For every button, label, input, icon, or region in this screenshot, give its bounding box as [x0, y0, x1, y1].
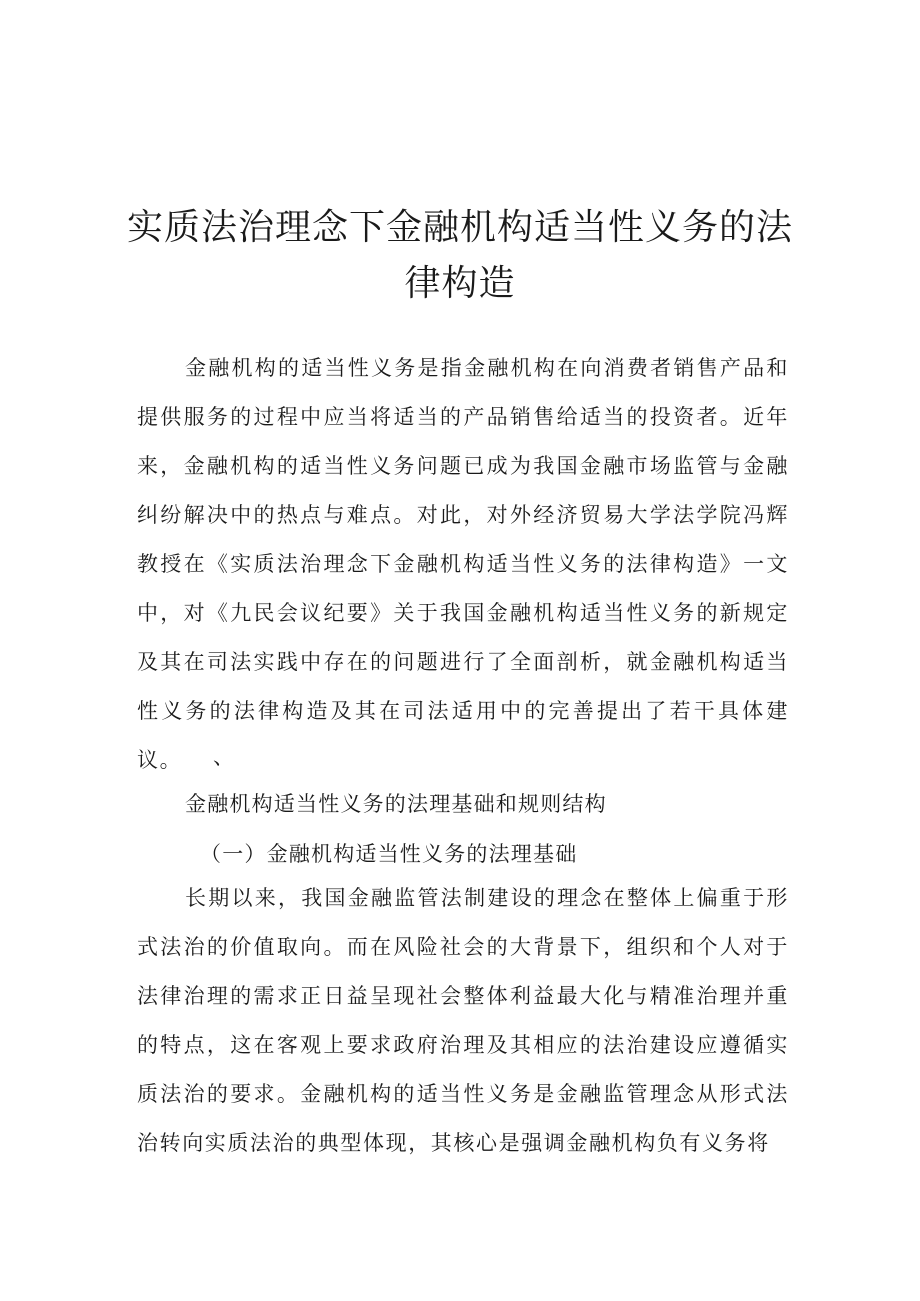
section-number-mark: 、 [213, 745, 234, 769]
title-line-2: 律构造 [404, 263, 516, 304]
subsection-heading: （一）金融机构适当性义务的法理基础 [200, 842, 578, 866]
document-title [100, 200, 820, 312]
title-line-1: 实质法治理念下金融机构适当性义务的法 [126, 207, 793, 248]
section-heading: 金融机构适当性义务的法理基础和规则结构 [185, 792, 607, 816]
intro-paragraph: 金融机构的适当性义务是指金融机构在向消费者销售产品和提供服务的过程中应当将适当的产品销售给适当的投资者。近年来，金融机构的适当性义务问题已成为我国金融市场监管与金融纠纷解决中的热点与难点。对此，对外经济贸易大学法学院冯辉教授在《实质法治理念下金融机构适当性义务的法律构造》一文中，对《九民会议纪要》关于我国金融机构适当性义务的新规定及其在司法实践中存在的问题进行了全面剖析，就金融机构适当性义务的法律构造及其在司法适用中的完善提出了若干具体建议。 [137, 356, 789, 772]
body-paragraph: 长期以来，我国金融监管法制建设的理念在整体上偏重于形式法治的价值取向。而在风险社会的大背景下，组织和个人对于法律治理的需求正日益呈现社会整体利益最大化与精准治理并重的特点，这在客观上要求政府治理及其相应的法治建设应遵循实质法治的要求。金融机构的适当性义务是金融监管理念从形式法治转向实质法治的典型体现，其核心是强调金融机构负有义务将 [137, 886, 789, 1155]
